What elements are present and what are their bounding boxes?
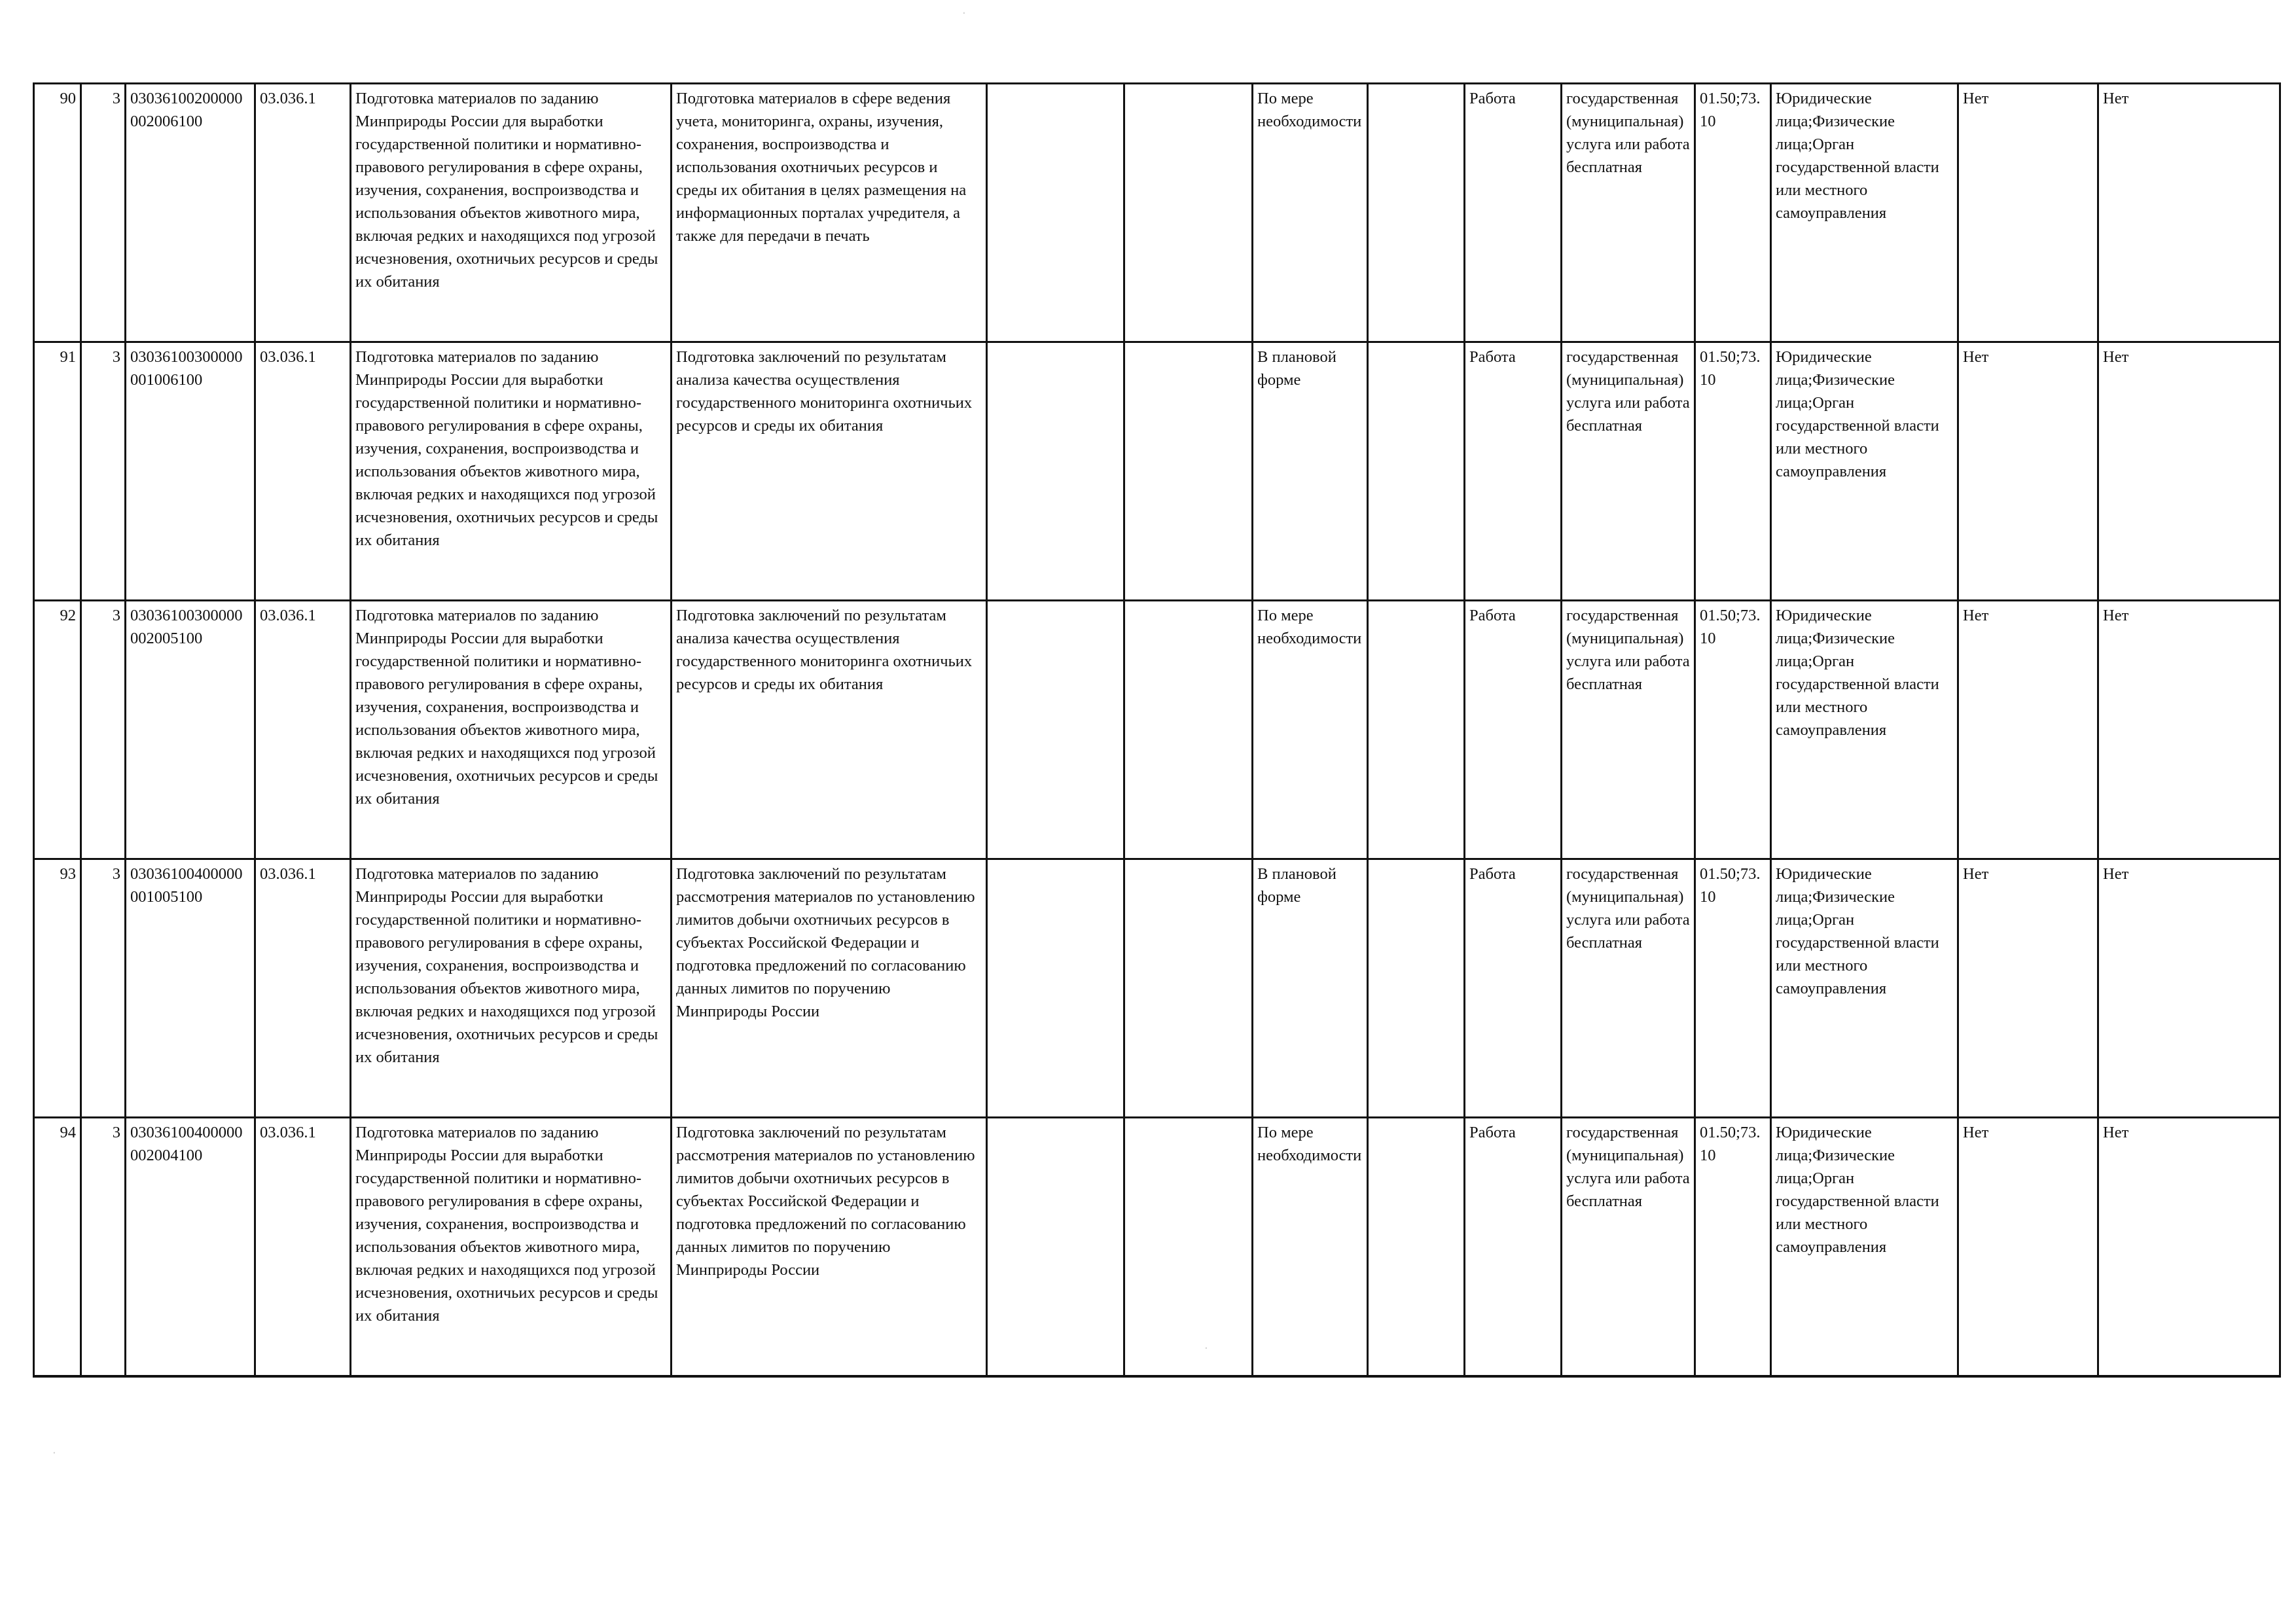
flag-cell: Нет xyxy=(1958,84,2098,342)
table-row xyxy=(34,601,2280,859)
registry-table xyxy=(33,82,2281,1378)
scan-speck: · xyxy=(962,7,966,20)
flag-cell: Нет xyxy=(2098,84,2280,342)
empty-cell xyxy=(987,601,1124,859)
flag-cell: Нет xyxy=(1958,342,2098,601)
work-content-cell: Подготовка заключений по результатам рассмотрения материалов по установлению лимитов добычи охотничьих ресурсов в субъектах Российской Федерации и подготовка предложений по согласованию данных лимитов по поручению Минприроды России xyxy=(672,859,987,1118)
table-row xyxy=(34,342,2280,601)
kind-cell: государственная (муниципальная) услуга или работа бесплатная xyxy=(1562,1118,1695,1377)
empty-cell xyxy=(1124,342,1253,601)
row-number-cell: 93 xyxy=(34,859,81,1118)
periodicity-cell: По мере необходимости xyxy=(1253,84,1368,342)
row-number-cell: 91 xyxy=(34,342,81,601)
empty-cell xyxy=(1124,1118,1253,1377)
kind-cell: государственная (муниципальная) услуга или работа бесплатная xyxy=(1562,342,1695,601)
consumers-cell: Юридические лица;Физические лица;Орган государственной власти или местного самоуправления xyxy=(1771,1118,1958,1377)
empty-cell xyxy=(1368,84,1465,342)
registry-code-cell: 03036100300000002005100 xyxy=(126,601,255,859)
service-name-cell: Подготовка материалов по заданию Минприроды России для выработки государственной политики и нормативно-правового регулирования в сфере охраны, изучения, сохранения, воспроизводства и использования объектов животного мира, включая редких и находящихся под угрозой исчезновения, охотничьих ресурсов и среды их обитания xyxy=(351,601,672,859)
okved-codes-cell: 01.50;73.10 xyxy=(1695,84,1771,342)
empty-cell xyxy=(1124,859,1253,1118)
service-name-cell: Подготовка материалов по заданию Минприроды России для выработки государственной политики и нормативно-правового регулирования в сфере охраны, изучения, сохранения, воспроизводства и использования объектов животного мира, включая редких и находящихся под угрозой исчезновения, охотничьих ресурсов и среды их обитания xyxy=(351,1118,672,1377)
periodicity-cell: В плановой форме xyxy=(1253,859,1368,1118)
level-cell: 3 xyxy=(81,84,126,342)
scan-speck: · xyxy=(52,1446,56,1460)
consumers-cell: Юридические лица;Физические лица;Орган государственной власти или местного самоуправления xyxy=(1771,342,1958,601)
service-name-cell: Подготовка материалов по заданию Минприроды России для выработки государственной политики и нормативно-правового регулирования в сфере охраны, изучения, сохранения, воспроизводства и использования объектов животного мира, включая редких и находящихся под угрозой исчезновения, охотничьих ресурсов и среды их обитания xyxy=(351,84,672,342)
flag-cell: Нет xyxy=(1958,859,2098,1118)
consumers-cell: Юридические лица;Физические лица;Орган государственной власти или местного самоуправления xyxy=(1771,859,1958,1118)
level-cell: 3 xyxy=(81,601,126,859)
flag-cell: Нет xyxy=(2098,1118,2280,1377)
registry-code-cell: 03036100300000001006100 xyxy=(126,342,255,601)
level-cell: 3 xyxy=(81,1118,126,1377)
empty-cell xyxy=(1124,601,1253,859)
table-row xyxy=(34,84,2280,342)
flag-cell: Нет xyxy=(2098,601,2280,859)
work-content-cell: Подготовка материалов в сфере ведения учета, мониторинга, охраны, изучения, сохранения, воспроизводства и использования охотничьих ресурсов и среды их обитания в целях размещения на информационных порталах учредителя, а также для передачи в печать xyxy=(672,84,987,342)
table-row xyxy=(34,1118,2280,1377)
type-cell: Работа xyxy=(1465,859,1562,1118)
registry-code-cell: 03036100200000002006100 xyxy=(126,84,255,342)
empty-cell xyxy=(987,1118,1124,1377)
okved-cell: 03.036.1 xyxy=(255,601,351,859)
okved-cell: 03.036.1 xyxy=(255,1118,351,1377)
kind-cell: государственная (муниципальная) услуга или работа бесплатная xyxy=(1562,601,1695,859)
type-cell: Работа xyxy=(1465,601,1562,859)
kind-cell: государственная (муниципальная) услуга или работа бесплатная xyxy=(1562,84,1695,342)
work-content-cell: Подготовка заключений по результатам рассмотрения материалов по установлению лимитов добычи охотничьих ресурсов в субъектах Российской Федерации и подготовка предложений по согласованию данных лимитов по поручению Минприроды России xyxy=(672,1118,987,1377)
empty-cell xyxy=(987,84,1124,342)
empty-cell xyxy=(1124,84,1253,342)
periodicity-cell: По мере необходимости xyxy=(1253,601,1368,859)
registry-code-cell: 03036100400000002004100 xyxy=(126,1118,255,1377)
table-row xyxy=(34,859,2280,1118)
work-content-cell: Подготовка заключений по результатам анализа качества осуществления государственного мониторинга охотничьих ресурсов и среды их обитания xyxy=(672,601,987,859)
flag-cell: Нет xyxy=(1958,601,2098,859)
level-cell: 3 xyxy=(81,342,126,601)
flag-cell: Нет xyxy=(2098,342,2280,601)
empty-cell xyxy=(987,342,1124,601)
type-cell: Работа xyxy=(1465,342,1562,601)
flag-cell: Нет xyxy=(1958,1118,2098,1377)
okved-codes-cell: 01.50;73.10 xyxy=(1695,601,1771,859)
type-cell: Работа xyxy=(1465,84,1562,342)
empty-cell xyxy=(1368,601,1465,859)
row-number-cell: 90 xyxy=(34,84,81,342)
row-number-cell: 92 xyxy=(34,601,81,859)
empty-cell xyxy=(1368,342,1465,601)
registry-code-cell: 03036100400000001005100 xyxy=(126,859,255,1118)
okved-codes-cell: 01.50;73.10 xyxy=(1695,1118,1771,1377)
service-name-cell: Подготовка материалов по заданию Минприроды России для выработки государственной политики и нормативно-правового регулирования в сфере охраны, изучения, сохранения, воспроизводства и использования объектов животного мира, включая редких и находящихся под угрозой исчезновения, охотничьих ресурсов и среды их обитания xyxy=(351,342,672,601)
type-cell: Работа xyxy=(1465,1118,1562,1377)
okved-cell: 03.036.1 xyxy=(255,859,351,1118)
row-number-cell: 94 xyxy=(34,1118,81,1377)
scan-speck: · xyxy=(1204,1342,1208,1355)
consumers-cell: Юридические лица;Физические лица;Орган государственной власти или местного самоуправления xyxy=(1771,601,1958,859)
okved-cell: 03.036.1 xyxy=(255,342,351,601)
flag-cell: Нет xyxy=(2098,859,2280,1118)
okved-cell: 03.036.1 xyxy=(255,84,351,342)
okved-codes-cell: 01.50;73.10 xyxy=(1695,859,1771,1118)
periodicity-cell: В плановой форме xyxy=(1253,342,1368,601)
level-cell: 3 xyxy=(81,859,126,1118)
work-content-cell: Подготовка заключений по результатам анализа качества осуществления государственного мониторинга охотничьих ресурсов и среды их обитания xyxy=(672,342,987,601)
kind-cell: государственная (муниципальная) услуга или работа бесплатная xyxy=(1562,859,1695,1118)
consumers-cell: Юридические лица;Физические лица;Орган государственной власти или местного самоуправления xyxy=(1771,84,1958,342)
empty-cell xyxy=(987,859,1124,1118)
periodicity-cell: По мере необходимости xyxy=(1253,1118,1368,1377)
service-name-cell: Подготовка материалов по заданию Минприроды России для выработки государственной политики и нормативно-правового регулирования в сфере охраны, изучения, сохранения, воспроизводства и использования объектов животного мира, включая редких и находящихся под угрозой исчезновения, охотничьих ресурсов и среды их обитания xyxy=(351,859,672,1118)
okved-codes-cell: 01.50;73.10 xyxy=(1695,342,1771,601)
empty-cell xyxy=(1368,859,1465,1118)
empty-cell xyxy=(1368,1118,1465,1377)
